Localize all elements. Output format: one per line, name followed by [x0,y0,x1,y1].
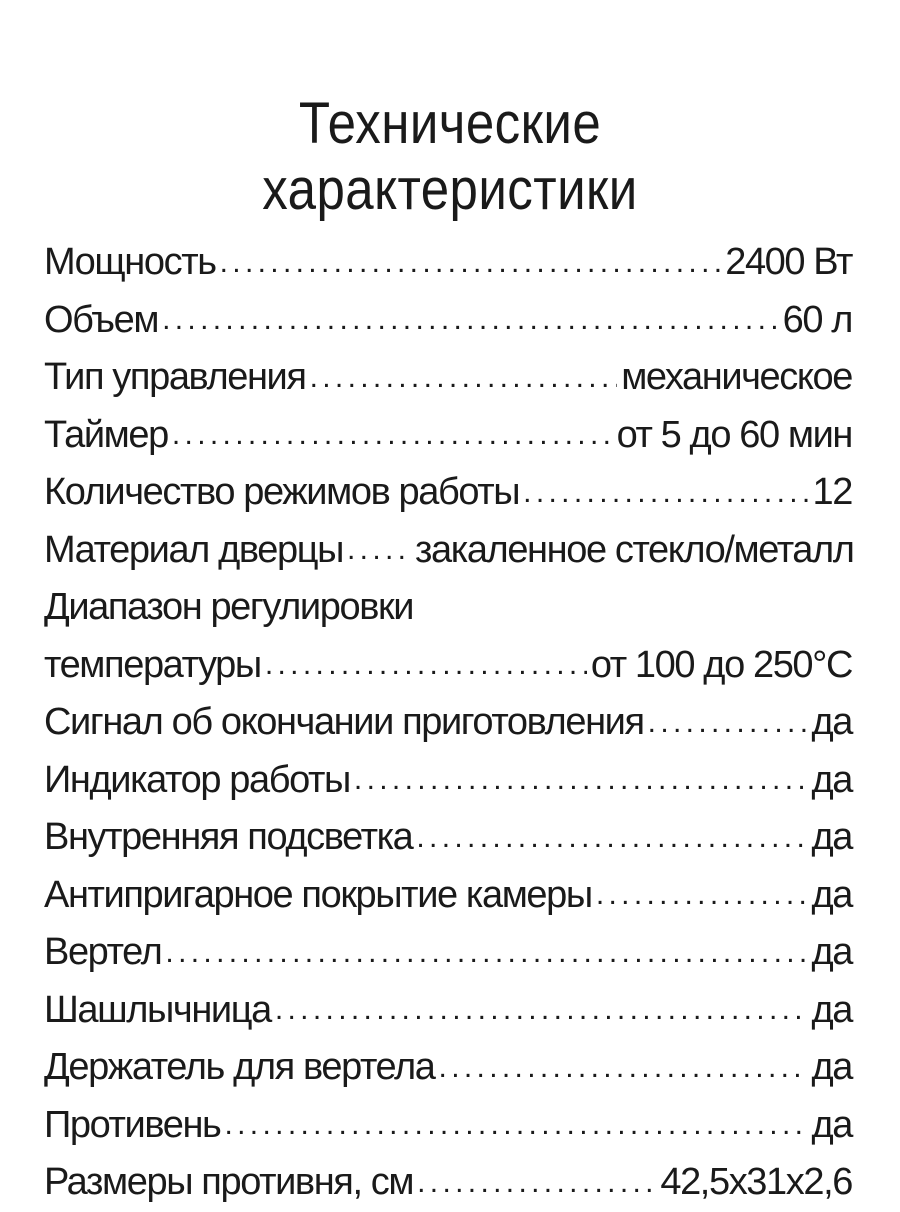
spec-value: да [811,816,852,858]
spec-label: Таймер [44,413,168,456]
spec-list [44,234,852,1212]
spec-row-volume [44,292,852,350]
spec-row-interior-light [44,809,852,867]
title-line-1: Технические [298,90,602,156]
spec-value: от 5 до 60 мин [616,413,852,456]
spec-row-power [44,234,852,292]
spec-row-tray [44,1097,852,1155]
spec-value: да [811,931,852,973]
dot-leader [347,531,411,569]
spec-value: закаленное стекло/металл [415,528,854,571]
spec-value: от 100 до 250°С [590,643,852,686]
spec-value: да [811,1103,852,1146]
spec-label: Мощность [44,241,216,283]
spec-label: Материал дверцы [44,528,343,571]
spec-value: 12 [812,471,852,513]
spec-row-indicator [44,752,852,810]
spec-label: Тип управления [44,356,306,398]
spec-row-spit [44,924,852,982]
dot-leader [224,1106,807,1144]
spec-label: Количество режимов работы [44,471,520,513]
spec-label: Диапазон регулировки [44,586,414,628]
title-line-2: характеристики [262,156,638,222]
spec-label: Размеры противня, см [44,1161,414,1203]
spec-row-end-signal [44,694,852,752]
spec-value: да [811,701,852,743]
spec-row-timer [44,407,852,465]
spec-label: Объем [44,298,159,341]
dot-leader [162,301,779,339]
spec-value: да [811,1046,852,1088]
spec-row-control-type [44,349,852,407]
dot-leader [596,876,808,914]
spec-value: да [811,873,852,916]
dot-leader [220,244,722,282]
spec-label: Индикатор работы [44,758,350,801]
spec-row-spit-holder [44,1039,852,1097]
dot-leader [439,1049,808,1087]
page-title [54,91,846,223]
spec-value: 60 л [782,298,852,341]
spec-label: температуры [44,643,261,686]
spec-label: Антипригарное покрытие камеры [44,873,592,916]
spec-label: Держатель для вертела [44,1046,435,1088]
spec-value: механическое [621,356,852,398]
spec-row-temp-range-heading [44,579,852,637]
spec-row-modes [44,464,852,522]
spec-label: Сигнал об окончании приготовления [44,701,644,743]
spec-row-door-material [44,522,852,580]
dot-leader [275,991,808,1029]
dot-leader [354,761,808,799]
spec-row-skewers [44,982,852,1040]
dot-leader [310,359,618,397]
dot-leader [416,819,807,857]
dot-leader [523,474,808,512]
spec-value: да [811,988,852,1031]
spec-value: да [811,758,852,801]
spec-value: 42,5х31х2,6 [660,1161,852,1203]
dot-leader [417,1164,656,1202]
spec-label: Противень [44,1103,221,1146]
dot-leader [648,704,808,742]
spec-label: Шашлычница [44,988,271,1031]
dot-leader [165,934,807,972]
spec-row-tray-size [44,1154,852,1212]
spec-value: 2400 Вт [725,241,852,283]
spec-label: Вертел [44,931,162,973]
spec-label: Внутренняя подсветка [44,816,413,858]
dot-leader [172,416,613,454]
spec-row-temperature [44,637,852,695]
dot-leader [265,646,587,684]
spec-row-nonstick [44,867,852,925]
